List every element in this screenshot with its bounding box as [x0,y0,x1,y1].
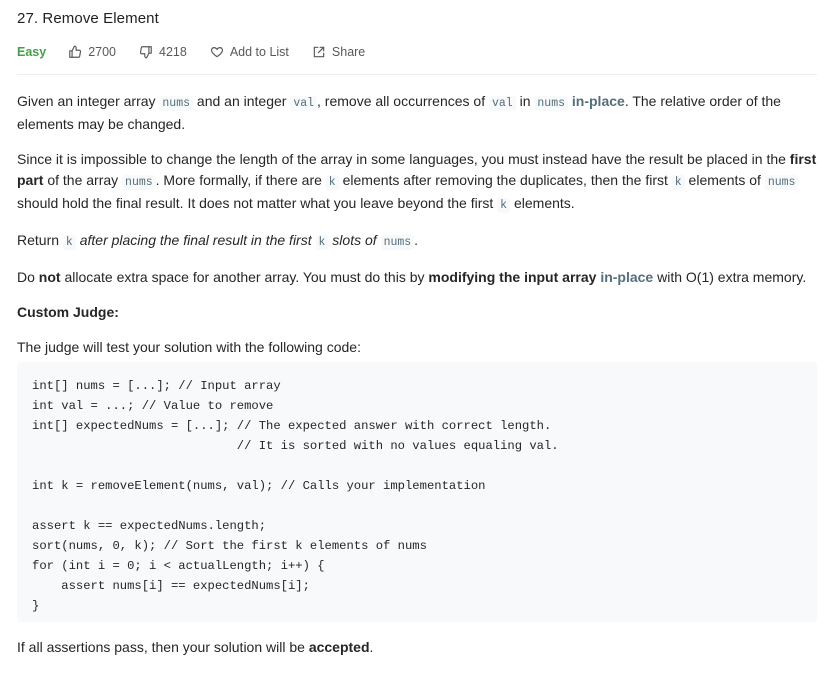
inline-code: val [489,96,516,111]
text: . [369,639,374,655]
inline-code: k [497,198,510,213]
text: with O(1) extra memory. [653,269,807,285]
text: should hold the final result. It does not matter what you leave beyond the first [17,195,498,211]
share-icon [312,45,326,59]
text: of the array [43,172,123,188]
inline-code: nums [534,96,568,111]
final-paragraph [17,637,373,658]
judge-code-block [17,362,817,622]
text: and an integer [193,93,291,109]
dislike-button[interactable] [139,45,187,59]
text: . The relative order of the elements may be changed. [17,93,781,132]
text: elements. [510,195,575,211]
inline-code: nums [122,175,156,190]
judge-intro-text: The judge will test your solution with the following code: [17,339,361,355]
problem-meta-bar [17,43,388,61]
dislike-count: 4218 [159,45,187,59]
inline-code: k [316,235,329,250]
bold-text: accepted [308,639,370,655]
thumbs-down-icon [139,45,153,59]
text: Since it is impossible to change the length of the array in some languages, you must instead have the result be placed in the [17,151,790,167]
description-paragraph-4 [17,267,817,288]
bold-text: not [38,269,61,285]
thumbs-up-icon [68,45,82,59]
text: If all assertions pass, then your solution will be [17,639,309,655]
inline-code: k [63,235,76,250]
share-button[interactable] [312,45,365,59]
custom-judge-heading: Custom Judge: [17,304,119,320]
inline-code: nums [765,175,799,190]
description-paragraph-3 [17,230,817,253]
bold-text: modifying the input array [428,269,601,285]
text: . More formally, if there are [155,172,326,188]
inline-code: nums [159,96,193,111]
share-label: Share [331,45,366,59]
text: Given an integer array [17,93,160,109]
text: allocate extra space for another array. You must do this by [60,269,429,285]
bold-text: first part [17,151,817,188]
inline-code: val [290,96,317,111]
text: Do [17,269,39,285]
like-count: 2700 [88,45,117,59]
italic-text: after placing the final result in the first [75,232,316,248]
problem-description [17,91,817,372]
text: Return [17,232,63,248]
in-place-link[interactable]: in-place [600,269,654,285]
in-place-link[interactable]: in-place [571,93,625,109]
text: , remove all occurrences of [317,93,489,109]
inline-code: k [672,175,685,190]
add-to-list-button[interactable] [210,45,289,59]
inline-code: k [326,175,339,190]
problem-title: 27. Remove Element [17,10,159,27]
judge-code: int[] nums = [...]; // Input array int val = ...; // Value to remove int[] expectedNums = [...]; // The expected answer with correct length. // It is sorted with no values equaling val. int k = removeElement(nums, val); // Calls your implementation assert k == expectedNums.length; sort(nums, 0, k); // Sort the first k elements of nums for (int i = 0; i < actualLength; i++) { assert nums[i] == expectedNums[i]; } [32,379,559,613]
text: . [414,232,419,248]
text: in [515,93,535,109]
text: elements of [684,172,765,188]
inline-code: nums [381,235,415,250]
difficulty-badge: Easy [17,45,47,59]
italic-text: slots of [328,232,381,248]
description-paragraph-1 [17,91,817,135]
add-to-list-label: Add to List [229,45,289,59]
text: elements after removing the duplicates, then the first [338,172,672,188]
heart-icon [210,45,224,59]
header-divider [17,74,817,75]
like-button[interactable] [68,45,116,59]
description-paragraph-2 [17,149,817,216]
